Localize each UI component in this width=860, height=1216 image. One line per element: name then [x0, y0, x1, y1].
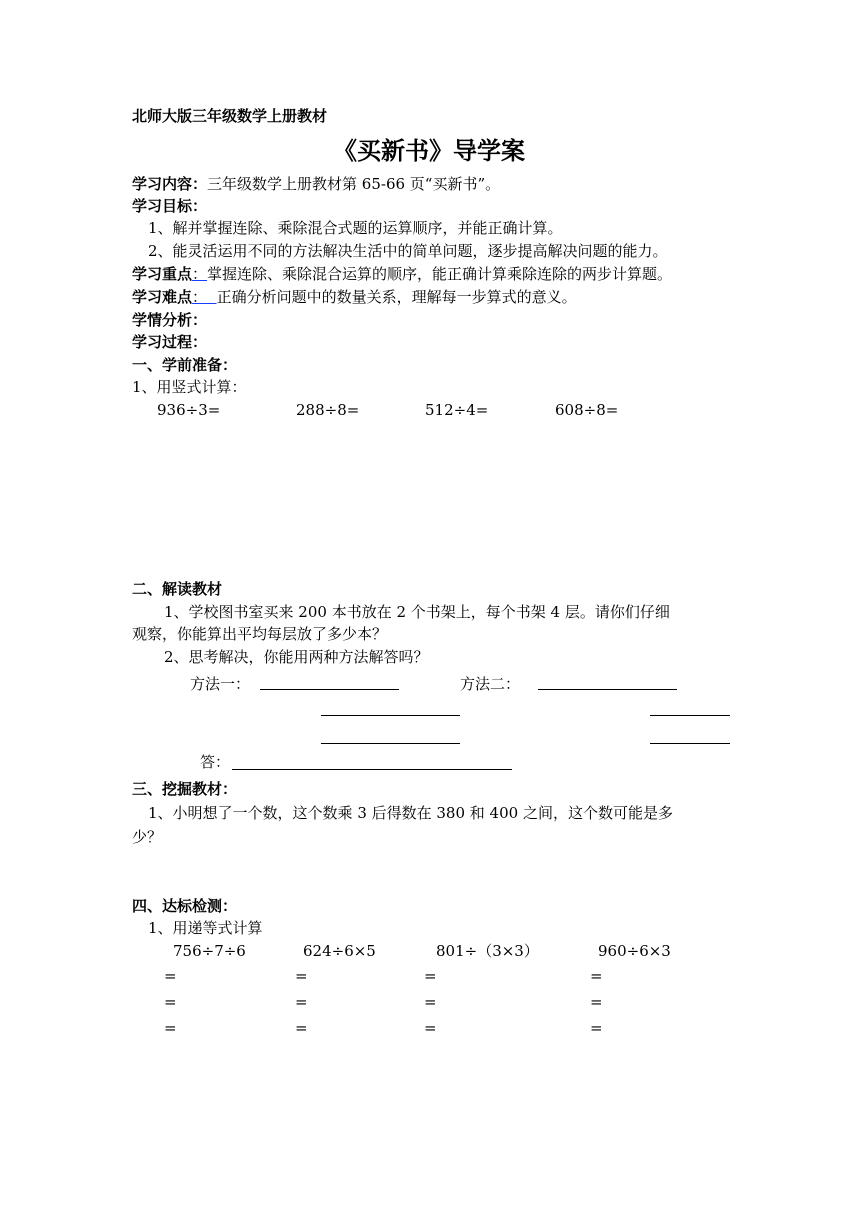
method1-line-1[interactable]: [260, 689, 399, 690]
method1-line-3[interactable]: [321, 743, 460, 744]
equals-sign: =: [295, 967, 308, 985]
equals-sign: =: [164, 967, 177, 985]
section3-q1-line1: 1、小明想了一个数，这个数乘 3 后得数在 380 和 400 之间，这个数可能是多: [148, 804, 673, 822]
section3-q1-line2: 少？: [132, 828, 163, 846]
difficulty-sep: ：: [192, 288, 208, 306]
section4-problem-1: 756÷7÷6: [173, 942, 246, 960]
equals-sign: =: [295, 993, 308, 1011]
equals-sign: =: [164, 993, 177, 1011]
method2-line-3[interactable]: [650, 743, 730, 744]
section1-problem-1: 936÷3=: [157, 401, 221, 419]
process-label: 学习过程：: [132, 333, 208, 351]
page-title: 《买新书》导学案: [333, 137, 525, 165]
section1-problem-2: 288÷8=: [296, 401, 360, 419]
section1-task: 1、用竖式计算：: [132, 378, 247, 396]
section1-heading: 一、学前准备：: [132, 356, 238, 374]
goal-2: 2、能灵活运用不同的方法解决生活中的简单问题，逐步提高解决问题的能力。: [148, 242, 668, 260]
goal-1: 1、解并掌握连除、乘除混合式题的运算顺序，并能正确计算。: [148, 219, 563, 237]
section4-task: 1、用递等式计算: [148, 919, 263, 937]
section4-problem-3: 801÷（3×3）: [436, 942, 539, 960]
key-point-line: [132, 264, 672, 284]
difficulty-text: 正确分析问题中的数量关系，理解每一步算式的意义。: [216, 288, 577, 306]
key-sep: ：: [192, 265, 208, 283]
content-text: 三年级数学上册教材第 65-66 页“买新书”。: [207, 175, 501, 193]
section2-q2: 2、思考解决，你能用两种方法解答吗？: [164, 648, 429, 666]
difficulty-label: 学习难点: [132, 288, 193, 306]
equals-sign: =: [590, 967, 603, 985]
section3-heading: 三、挖掘教材：: [132, 780, 238, 798]
section2-heading: 二、解读教材: [132, 580, 223, 598]
equals-sign: =: [164, 1019, 177, 1037]
key-label: 学习重点: [132, 265, 193, 283]
section2-q1-line2: 观察，你能算出平均每层放了多少本？: [132, 625, 388, 643]
section4-problem-4: 960÷6×3: [598, 942, 671, 960]
answer-line[interactable]: [232, 769, 512, 770]
method1-line-2[interactable]: [321, 715, 460, 716]
analysis-label: 学情分析：: [132, 311, 208, 329]
section4-problem-2: 624÷6×5: [303, 942, 376, 960]
publisher-line: 北师大版三年级数学上册教材: [132, 107, 328, 125]
content-label: 学习内容：: [132, 175, 208, 193]
method2-label: 方法二：: [460, 675, 521, 693]
key-text: 掌握连除、乘除混合运算的顺序，能正确计算乘除连除的两步计算题。: [207, 265, 673, 283]
section1-problem-4: 608÷8=: [555, 401, 619, 419]
content-line: [132, 174, 500, 194]
section1-problem-3: 512÷4=: [425, 401, 489, 419]
method1-label: 方法一：: [190, 675, 251, 693]
equals-sign: =: [424, 967, 437, 985]
section2-q1-line1: 1、学校图书室买来 200 本书放在 2 个书架上，每个书架 4 层。请你们仔细: [164, 603, 670, 621]
answer-label: 答：: [200, 753, 231, 771]
goals-label: 学习目标：: [132, 197, 208, 215]
equals-sign: =: [424, 993, 437, 1011]
equals-sign: =: [590, 1019, 603, 1037]
equals-sign: =: [295, 1019, 308, 1037]
equals-sign: =: [424, 1019, 437, 1037]
difficulty-line: [132, 287, 577, 307]
section4-heading: 四、达标检测：: [132, 897, 238, 915]
equals-sign: =: [590, 993, 603, 1011]
method2-line-2[interactable]: [650, 715, 730, 716]
method2-line-1[interactable]: [538, 689, 677, 690]
